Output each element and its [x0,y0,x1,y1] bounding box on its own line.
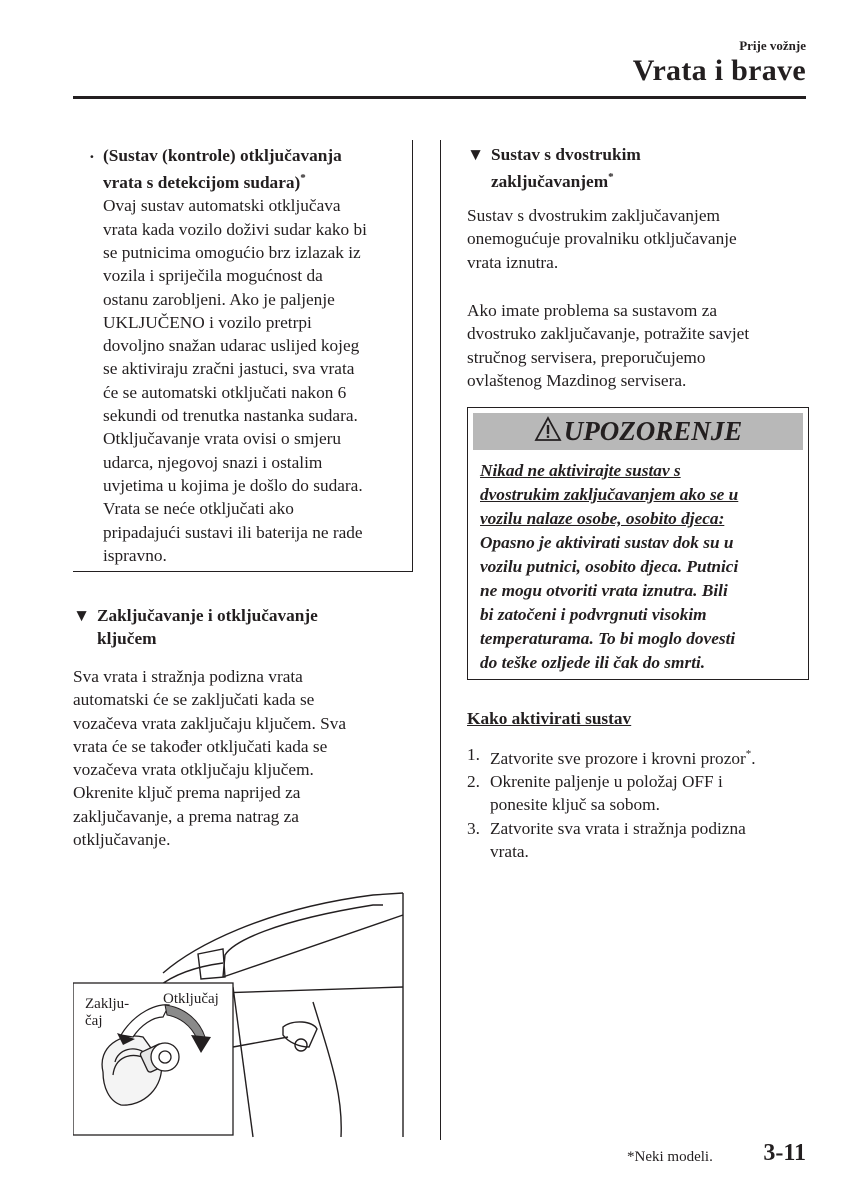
step-item [467,743,812,770]
model-mark: * [745,748,752,760]
warning-triangle-icon [534,416,562,447]
text-line: Otključavanje vrata ovisi o smjeru [103,429,342,449]
lock-label-line-1: Zaklju- [85,996,130,1012]
crash-unlock-content [103,144,408,567]
page-number: 3-11 [763,1140,806,1166]
warning-emphasis-line: dvostrukim zaključavanjem ako se u [480,485,739,504]
text-line: Ovaj sustav automatski otključava [103,196,341,216]
text-line: vrata kada vozilo doživi sudar kako bi [103,219,367,239]
text-line: Okrenite ključ prema naprijed za [73,783,301,803]
step-text: ponesite ključ sa sobom. [490,795,660,815]
double-lock-para-2 [467,299,812,392]
footer-note: *Neki modeli. [627,1149,713,1165]
text-line: uvjetima u kojima je došlo do sudara. [103,475,363,495]
text-line: se aktiviraju zračni jastuci, sva vrata [103,359,355,379]
heading-line-2: ključem [97,629,157,649]
section-label: Prije vožnje [739,38,806,53]
triangle-down-icon: ▼ [467,145,485,164]
activate-steps [467,743,812,863]
text-line: će se automatski otključati nakon 6 [103,382,347,402]
step-number: 1. [467,745,480,764]
text-line: vozačeva vrata otključaju ključem. [73,760,314,780]
text-line: zaključavanje, a prema natrag za [73,806,299,826]
warning-emphasis-line: Nikad ne aktivirajte sustav s [480,461,681,480]
key-lock-heading [73,604,413,651]
door-key-illustration [73,887,431,1139]
bullet-marker: · [89,147,95,166]
text-line: vozila i spriječila mogućnost da [103,266,323,286]
triangle-down-icon: ▼ [73,606,91,625]
text-line: vrata će se također otključati kada se [73,736,328,756]
double-lock-heading [467,143,809,193]
crash-unlock-box [73,140,413,572]
warning-header [473,413,803,450]
step-text: Okrenite paljenje u položaj OFF i [490,772,723,792]
warning-line: vozilu putnici, osobito djeca. Putnici [480,557,739,576]
double-lock-para-1 [467,204,812,274]
step-item [467,770,812,817]
model-mark: * [300,172,306,185]
title-line-2: vrata s detekcijom sudara) [103,173,301,193]
text-line: onemogućuje provalniku otključavanje [467,229,737,249]
side-mirror [198,949,225,979]
warning-title: UPOZORENJE [563,416,743,446]
step-text: vrata. [490,841,529,861]
warning-line: Opasno je aktivirati sustav dok su u [480,533,734,552]
heading-line-1: Sustav s dvostrukim [491,145,641,164]
key-lock-text [73,665,423,851]
step-number: 2. [467,772,480,792]
warning-line: ne mogu otvoriti vrata iznutra. Bili [480,581,728,600]
page-title: Vrata i brave [632,54,806,87]
text-line: automatski će se zaključati kada se [73,690,315,710]
lock-label [85,996,129,1030]
warning-text [480,459,798,675]
step-text-end: . [751,748,756,768]
text-line: sekundi od trenutka nastanka sudara. [103,406,358,426]
heading-line-1: Zaključavanje i otključavanje [97,606,318,625]
text-line: ispravno. [103,545,167,565]
text-line: stručnog servisera, preporučujemo [467,347,706,367]
warning-line: temperaturama. To bi moglo dovesti [480,629,736,648]
door-handle [283,1022,317,1047]
text-line: udarca, njegovoj snazi i ostalim [103,452,323,472]
text-line: vozačeva vrata zaključaju ključem. Sva [73,713,347,733]
warning-emphasis-line: vozilu nalaze osobe, osobito djeca: [480,509,725,528]
warning-line: do teške ozljede ili čak do smrti. [480,653,706,672]
heading-line-2: zaključavanjem [491,172,609,192]
lock-label-line-2: čaj [85,1013,103,1029]
text-line: Vrata se neće otključati ako [103,499,294,519]
step-number: 3. [467,818,480,838]
model-mark: * [608,171,614,184]
step-item [467,817,812,864]
column-divider [440,140,441,1140]
step-text: Zatvorite sve prozore i krovni prozor [490,748,746,768]
text-line: ovlaštenog Mazdinog servisera. [467,370,687,390]
text-line: dvostruko zaključavanje, potražite savjet [467,324,750,344]
text-line: Sva vrata i stražnja podizna vrata [73,667,303,686]
text-line: Ako imate problema sa sustavom za [467,301,718,320]
text-line: ostanu zarobljeni. Ako je paljenje [103,289,335,309]
crash-unlock-title [103,144,408,194]
text-line: pripadajući sustavi ili baterija ne rade [103,522,363,542]
text-line: UKLJUČENO i vozilo pretrpi [103,312,312,332]
text-line: otključavanje. [73,830,171,850]
activate-heading: Kako aktivirati sustav [467,709,632,728]
title-line-1: (Sustav (kontrole) otključavanja [103,146,342,165]
warning-box [467,407,809,680]
text-line: dovoljno snažan udarac uslijed kojeg [103,336,360,356]
header-rule [73,96,806,99]
warning-line: bi zatočeni i podvrgnuti visokim [480,605,707,624]
unlock-label: Otključaj [163,991,219,1007]
step-text: Zatvorite sva vrata i stražnja podizna [490,818,746,838]
text-line: vrata iznutra. [467,252,559,272]
text-line: Sustav s dvostrukim zaključavanjem [467,206,720,225]
text-line: se putnicima omogućio brz izlazak iz [103,242,361,262]
crash-unlock-text [103,194,408,567]
